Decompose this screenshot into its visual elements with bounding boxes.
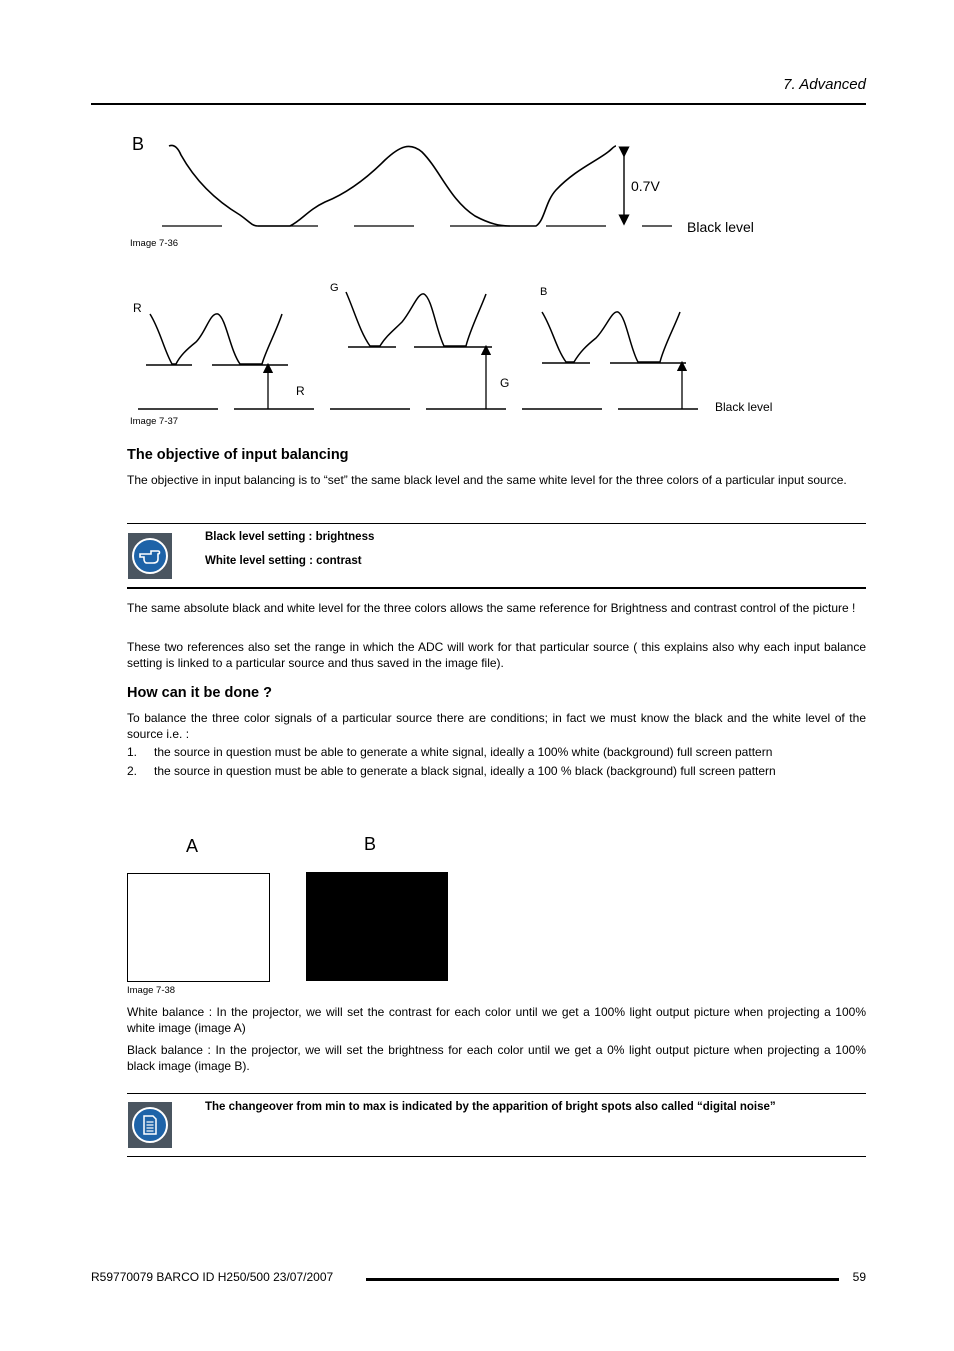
list-item-1-number: 1.	[127, 745, 138, 759]
rgb-offset-figure	[0, 270, 954, 430]
note2-bottom-rule	[127, 1156, 866, 1157]
group-label-g: G	[330, 282, 339, 294]
note1-line1: Black level setting : brightness	[205, 531, 375, 543]
group-label-b: B	[540, 286, 548, 298]
document-note-icon	[132, 1107, 168, 1143]
note1-line2: White level setting : contrast	[205, 555, 362, 567]
list-item-1-text: the source in question must be able to generate a white signal, ideally a 100% white (background) full screen pattern	[154, 745, 773, 759]
section-title-objective: The objective of input balancing	[127, 447, 349, 463]
objective-paragraph: The objective in input balancing is to “set” the same black level and the same white level for the three colors of a particular input source.	[127, 473, 847, 487]
note1-top-rule	[127, 523, 866, 524]
figure1-panel-label: B	[132, 134, 145, 154]
waveform-curve	[169, 145, 616, 226]
list-item-2-number: 2.	[127, 764, 138, 778]
footer-doc-info: R59770079 BARCO ID H250/500 23/07/2007	[91, 1270, 334, 1284]
footer-rule	[366, 1278, 839, 1281]
figure2-caption: Image 7-37	[130, 416, 179, 427]
rgb-level-lines	[138, 347, 698, 409]
hand-pointer-icon	[132, 538, 168, 574]
offset-label-g: G	[500, 376, 510, 390]
black-pattern-box	[306, 872, 448, 981]
figure1-black-level-label: Black level	[687, 219, 754, 235]
note2-top-rule	[127, 1093, 866, 1094]
white-balance-paragraph: White balance : In the projector, we will set the contrast for each color until we get a 100% light output picture when projecting a 100% white image (image A)	[127, 1005, 866, 1035]
pattern-label-a: A	[186, 836, 199, 856]
note1-icon-box	[128, 533, 172, 579]
pattern-label-b: B	[364, 834, 377, 854]
offset-label-r: R	[296, 384, 305, 398]
how-intro-paragraph: To balance the three color signals of a particular source there are conditions; in fact we must know the black and the white level of the source i.e. :	[127, 711, 866, 741]
note2-text: The changeover from min to max is indicated by the apparition of bright spots also called “digital noise”	[205, 1101, 776, 1113]
list-item-2-text: the source in question must be able to generate a black signal, ideally a 100 % black (background) full screen pattern	[154, 764, 776, 778]
page-number: 59	[852, 1270, 866, 1284]
waveform-figure-1	[0, 0, 954, 260]
section-title-how: How can it be done ?	[127, 685, 273, 701]
rgb-curves	[150, 292, 680, 364]
figure2-black-level-label: Black level	[715, 400, 773, 414]
chapter-header: 7. Advanced	[783, 76, 866, 93]
figure3-caption: Image 7-38	[127, 985, 176, 996]
black-balance-paragraph: Black balance : In the projector, we will set the brightness for each color until we get a 0% light output picture when projecting a 100% black image (image B).	[127, 1043, 866, 1073]
amplitude-label: 0.7V	[631, 178, 660, 194]
paragraph-same-reference: The same absolute black and white level for the three colors allows the same reference for Brightness and contrast control of the picture !	[127, 601, 856, 615]
group-label-r: R	[133, 301, 142, 315]
paragraph-adc-range: These two references also set the range in which the ADC will work for that particular source ( this explains also why each input balance setting is linked to a particular source and thus saved in the image file).	[127, 640, 866, 670]
note1-bottom-rule	[127, 587, 866, 589]
figure1-caption: Image 7-36	[130, 238, 179, 249]
white-pattern-box	[127, 873, 270, 982]
note2-icon-box	[128, 1102, 172, 1148]
